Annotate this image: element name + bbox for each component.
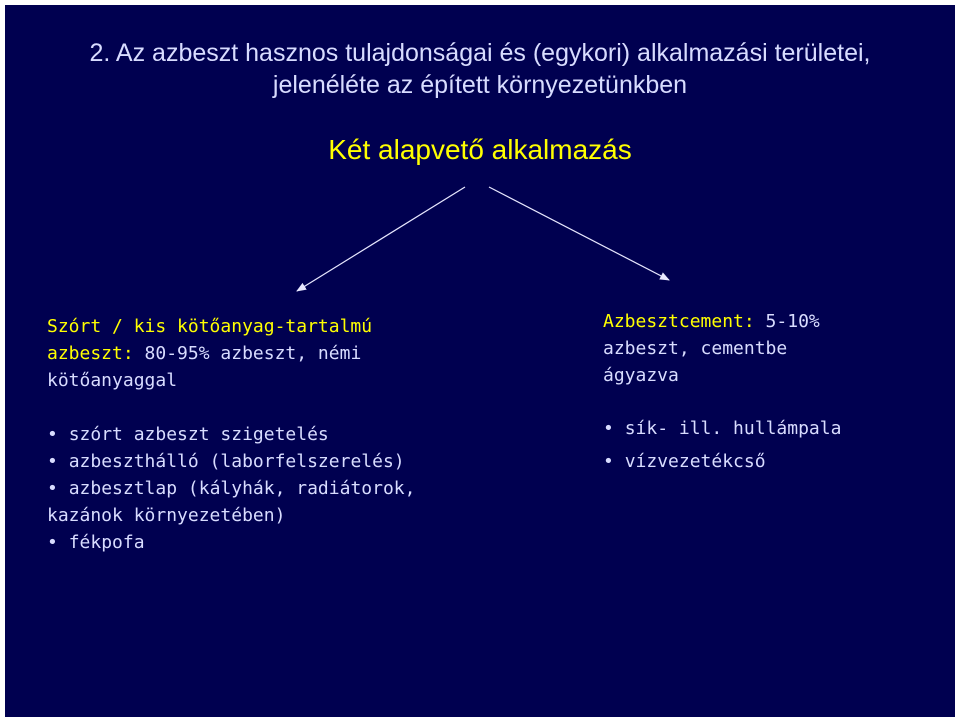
right-heading-yellow: Azbesztcement:: [603, 311, 755, 332]
right-heading-line-2: azbeszt, cementbe: [603, 338, 788, 359]
left-column: [47, 313, 477, 556]
right-heading: [603, 308, 933, 389]
list-item: [47, 475, 477, 529]
left-heading-yellow: Szórt / kis kötőanyag-tartalmú: [47, 316, 373, 337]
arrow-left: [297, 187, 465, 291]
list-item-continuation: kazánok környezetében): [47, 505, 286, 526]
list-item: • sík- ill. hullámpala: [603, 415, 933, 442]
right-heading-line-3: ágyazva: [603, 365, 679, 386]
title-line-2: jelenéléte az épített környezetünkben: [272, 71, 688, 99]
list-item: • azbeszthálló (laborfelszerelés): [47, 448, 477, 475]
slide: [5, 5, 955, 717]
slide-subtitle: Két alapvető alkalmazás: [328, 134, 632, 165]
left-heading-rest: 80-95% azbeszt, némi: [133, 343, 362, 364]
title-line-1: 2. Az azbeszt hasznos tulajdonságai és (egykori) alkalmazási területei,: [89, 39, 871, 67]
list-item: • fékpofa: [47, 529, 477, 556]
left-bullet-list: [47, 421, 477, 556]
list-item-text: azbesztlap (kályhák, radiátorok,: [68, 478, 416, 499]
right-bullet-list: [603, 415, 933, 475]
left-heading-line-3: kötőanyaggal: [47, 370, 178, 391]
right-column: [603, 308, 933, 481]
left-heading: [47, 313, 477, 394]
list-item: • vízvezetékcső: [603, 448, 933, 475]
arrow-right: [489, 187, 669, 280]
list-item: • szórt azbeszt szigetelés: [47, 421, 477, 448]
left-heading-yellow-2: azbeszt:: [47, 343, 134, 364]
right-heading-rest: 5-10%: [754, 311, 820, 332]
